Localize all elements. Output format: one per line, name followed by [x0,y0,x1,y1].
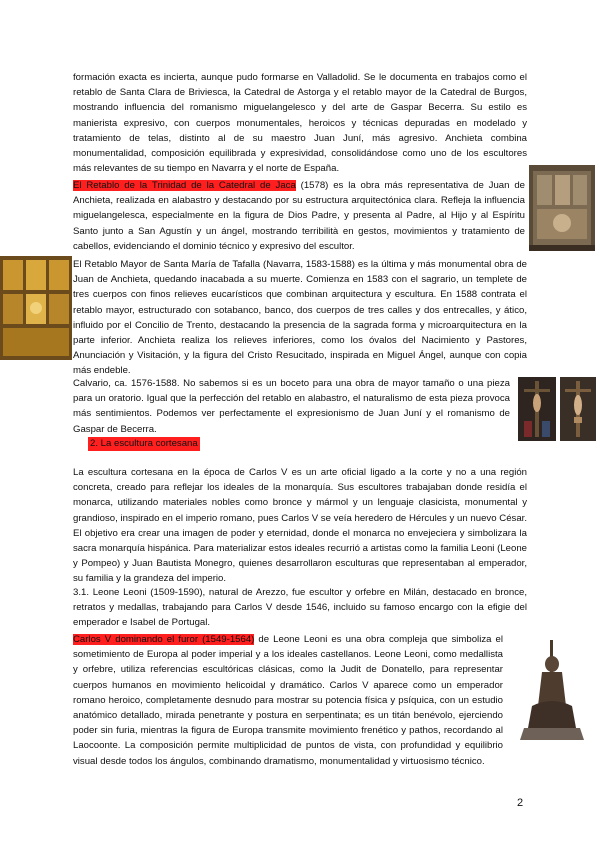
page-number: 2 [517,797,524,809]
highlight-retablo-jaca: El Retablo de la Trinidad de la Catedral de Jaca [73,180,296,191]
paragraph-retablo-tafalla: El Retablo Mayor de Santa María de Tafalla (Navarra, 1583-1588) es la última y más monumental obra de Juan de Anchieta, quedando inacabada a su muerte. Comienza en 1583 con el sagrario, un templete de tres cuerpos con finos relieves eucarísticos que combinan arquitectura y escultura. En 1588 contrata el retablo mayor, estructurado con sotabanco, banco, dos cuerpos de tres calles y dos entrecalles, y ático, influido por el Concilio de Trento, destacando la presencia de la sagrada forma y microarquitectura en la parte inferior. Anchieta realiza los relieves inferiores, como los óvalos del Nacimiento y Pastores, Anunciación y Visitación, y la figura del Cristo Resucitado, inspirada en Miguel Ángel, aunque con copia más endeble. [73,259,527,377]
calvario-image-1 [518,377,556,441]
paragraph-retablo-jaca-text: (1578) es la obra más representativa de Juan de Anchieta, realizada en alabastro y destacando por su estructura arquitectónica clara. Refleja la influencia miguelangelesca, especialmente en la figura de Dios Padre, y presenta al Padre, al Hijo y al Espíritu Santo junto a San Agustín y un ángel, mostrando terribilità en gestos, movimientos y tratamiento de cabellos, evidenciando el dominio técnico y expresivo del escultor. [73,180,525,252]
retablo-tafalla-image [0,256,72,360]
paragraph-escultura-cortesana: La escultura cortesana en la época de Carlos V es un arte oficial ligado a la corte y no a una región concreta, creado para reflejar los ideales de la monarquía. Sus escultores trabajaban donde residía el monarca, utilizando materiales nobles como bronce y mármol y un lenguaje clasicista, monumental y grandioso, inspirado en el imperio romano, pues Carlos V se veía heredero de Hércules y un nuevo César. El objetivo era crear una imagen de poder y eternidad, donde el monarca no envejeciera y simbolizara la sacra monarquía hispánica. Para materializar estos ideales recurrió a artistas como la familia Leoni (Leone y Pompeo) y Juan Bautista Monegro, quienes desarrollaron esculturas que representaban al emperador, su familia y la grandeza del imperio. [73,467,527,585]
paragraph-carlos-v-furor [73,632,503,769]
carlos-v-furor-image [512,636,592,746]
paragraph-carlos-v-furor-text: de Leone Leoni es una obra compleja que simboliza el sometimiento de Europa al poder imperial y a los ideales castellanos. Leone Leoni, como medallista y orfebre, utiliza referencias escultóricas clásicas, como la Judit de Donatello, para representar cuerpos humanos en movimiento helicoidal y dramático. Carlos V aparece como un emperador romano heroico, completamente desnudo para mostrar su potencia física y psíquica, con un estudio anatómico detallado, mirada penetrante y postura en serpentinata; es un titán benévolo, ejerciendo poder sin furia, mientras la figura de Europa transmite movimiento frenético y pathos, recordando al Laocoonte. La composición permite multiplicidad de puntos de vista, con profundidad y equilibrio visual desde todos los ángulos, combinando dramatismo, monumentalidad y virtuosismo técnico. [73,634,503,767]
calvario-image-2 [560,377,596,441]
section-heading-escultura-cortesana: 2. La escultura cortesana [90,438,198,449]
highlight-carlos-v-furor: Carlos V dominando el furor (1549-1564) [73,634,255,645]
paragraph-leone-leoni: 3.1. Leone Leoni (1509-1590), natural de Arezzo, fue escultor y orfebre en Milán, destacado en bronce, retratos y medallas, trabajando para Carlos V desde 1546, incluido su famoso encargo con la efigie del emperador e Isabel de Portugal. [73,587,527,629]
paragraph-retablo-jaca [73,178,525,254]
paragraph-anchieta-intro: formación exacta es incierta, aunque pudo formarse en Valladolid. Se le documenta en trabajos como el retablo de Santa Clara de Briviesca, la Catedral de Astorga y el retablo mayor de la Catedral de Burgos, mostrando influencia del romanismo miguelangelesco y del arte de Gaspar Becerra. Su estilo es manierista expresivo, con cuerpos monumentales, heroicos y técnicas depuradas en modelado y tratamiento de telas, distinto al de su maestro Juan Juní, más agresivo. Anchieta combina monumentalidad, composición equilibrada y expresividad, consolidándose como uno de los escultores más relevantes de su tiempo en Navarra y el norte de España. [73,72,527,175]
retablo-jaca-image [529,165,595,251]
paragraph-calvario: Calvario, ca. 1576-1588. No sabemos si es un boceto para una obra de mayor tamaño o una pieza para un oratorio. Igual que la perfección del retablo en alabastro, el naturalismo de esta pieza provoca más sentimientos. Podemos ver perfectamente el expresionismo de Juan Juní y el romanismo de Gaspar de Becerra. [73,378,510,435]
